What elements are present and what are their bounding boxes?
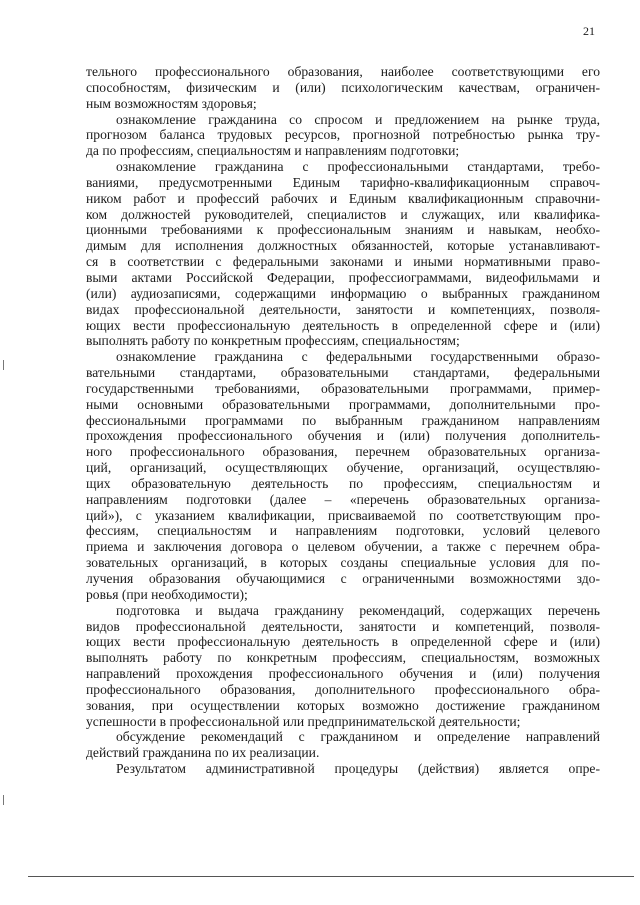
text-line: ного профессионального образования, перечнем образовательных организа- bbox=[86, 444, 600, 460]
text-line: выми актами Российской Федерации, профессиограммами, видеофильмами и bbox=[86, 269, 600, 285]
text-line: направлений прохождения профессионального обучения и (или) получения bbox=[86, 666, 600, 682]
text-line: ций, организаций, осуществляющих обучение, организаций, осуществляю- bbox=[86, 460, 600, 476]
text-line: ным возможностям здоровья; bbox=[86, 95, 257, 111]
text-line: ющих вести профессиональную деятельность в определенной сфере и (или) bbox=[86, 317, 600, 333]
text-line: успешности в профессиональной или предпринимательской деятельности; bbox=[86, 713, 521, 729]
text-line: Результатом административной процедуры (действия) является опре- bbox=[116, 761, 600, 777]
text-line: ознакомление гражданина со спросом и предложением на рынке труда, bbox=[116, 111, 600, 127]
text-line: способностям, физическим и (или) психологическим качествам, ограничен- bbox=[86, 79, 600, 95]
text-line: выполнять работу по конкретным профессиям, специальностям, возможных bbox=[86, 650, 600, 666]
text-line: направлениям подготовки (далее – «перечень образовательных организа- bbox=[86, 491, 600, 507]
text-line: лучения образования обучающимися с ограниченными возможностями здо- bbox=[86, 571, 600, 586]
text-line: ком должностей руководителей, специалистов и служащих, или квалифика- bbox=[86, 206, 600, 222]
text-line: димым для исполнения должностных обязанностей, которые устанавливают- bbox=[86, 238, 600, 254]
text-line: приема и заключения договора о целевом обучении, а также с перечнем обра- bbox=[86, 539, 600, 555]
margin-mark bbox=[3, 795, 4, 805]
text-line: тельного профессионального образования, наиболее соответствующими его bbox=[86, 64, 600, 79]
text-line: ций»), с указанием квалификации, присваиваемой по соответствующим про- bbox=[86, 507, 600, 523]
text-line: видах профессиональной деятельности, занятости и компетенциях, позволя- bbox=[86, 301, 600, 317]
text-line: ными основными образовательными программами, дополнительными про- bbox=[86, 396, 600, 412]
text-line: ющих вести профессиональную деятельность в определенной сфере и (или) bbox=[86, 634, 600, 650]
text-line: выполнять работу по конкретным профессиям, специальностям; bbox=[86, 333, 460, 349]
page-bottom-rule bbox=[28, 876, 634, 877]
text-line: фессиональными программами по выбранным гражданином направлениям bbox=[86, 412, 600, 428]
text-line: государственными требованиями, образовательными программами, пример- bbox=[86, 380, 600, 396]
text-line: прогнозом баланса трудовых ресурсов, прогнозной потребностью рынка тру- bbox=[86, 127, 600, 143]
margin-mark bbox=[3, 360, 4, 370]
text-line: видов профессиональной деятельности, занятости и компетенций, позволя- bbox=[86, 618, 600, 634]
text-line: ознакомление гражданина с профессиональными стандартами, требо- bbox=[116, 159, 600, 175]
text-line: ся в соответствии с федеральными законами и иными нормативными право- bbox=[86, 254, 600, 270]
text-line: ваниями, предусмотренными Единым тарифно-квалификационным справоч- bbox=[86, 174, 600, 190]
text-line: ционными требованиями к профессиональным знаниям и навыкам, необхо- bbox=[86, 222, 600, 238]
text-line: да по профессиям, специальностям и направлениям подготовки; bbox=[86, 143, 460, 159]
text-line: подготовка и выдача гражданину рекомендаций, содержащих перечень bbox=[116, 602, 600, 618]
text-line: зовательных организаций, в которых созданы специальные условия для по- bbox=[86, 555, 600, 571]
text-line: действий гражданина по их реализации. bbox=[86, 745, 320, 761]
text-line: ником работ и профессий рабочих и Единым квалификационным справочни- bbox=[86, 190, 600, 206]
text-line: обсуждение рекомендаций с гражданином и определение направлений bbox=[116, 729, 600, 745]
page-number: 21 bbox=[583, 24, 595, 38]
text-line: щих образовательную деятельность по профессиям, специальностям и bbox=[86, 475, 600, 491]
text-line: (или) аудиозаписями, содержащими информацию о выбранных гражданином bbox=[86, 285, 600, 301]
text-line: фессиям, специальностям и направлениям подготовки, условий целевого bbox=[86, 523, 600, 539]
text-line: прохождения профессионального обучения и (или) получения дополнитель- bbox=[86, 428, 600, 444]
text-line: ознакомление гражданина с федеральными государственными образо- bbox=[116, 349, 600, 365]
text-line: профессионального образования, дополнительного профессионального обра- bbox=[86, 681, 600, 697]
text-line: вательными стандартами, образовательными стандартами, федеральными bbox=[86, 365, 600, 381]
text-line: зования, при осуществлении которых возможно достижение гражданином bbox=[86, 697, 600, 713]
text-line: ровья (при необходимости); bbox=[86, 586, 248, 602]
body-text bbox=[86, 64, 600, 777]
